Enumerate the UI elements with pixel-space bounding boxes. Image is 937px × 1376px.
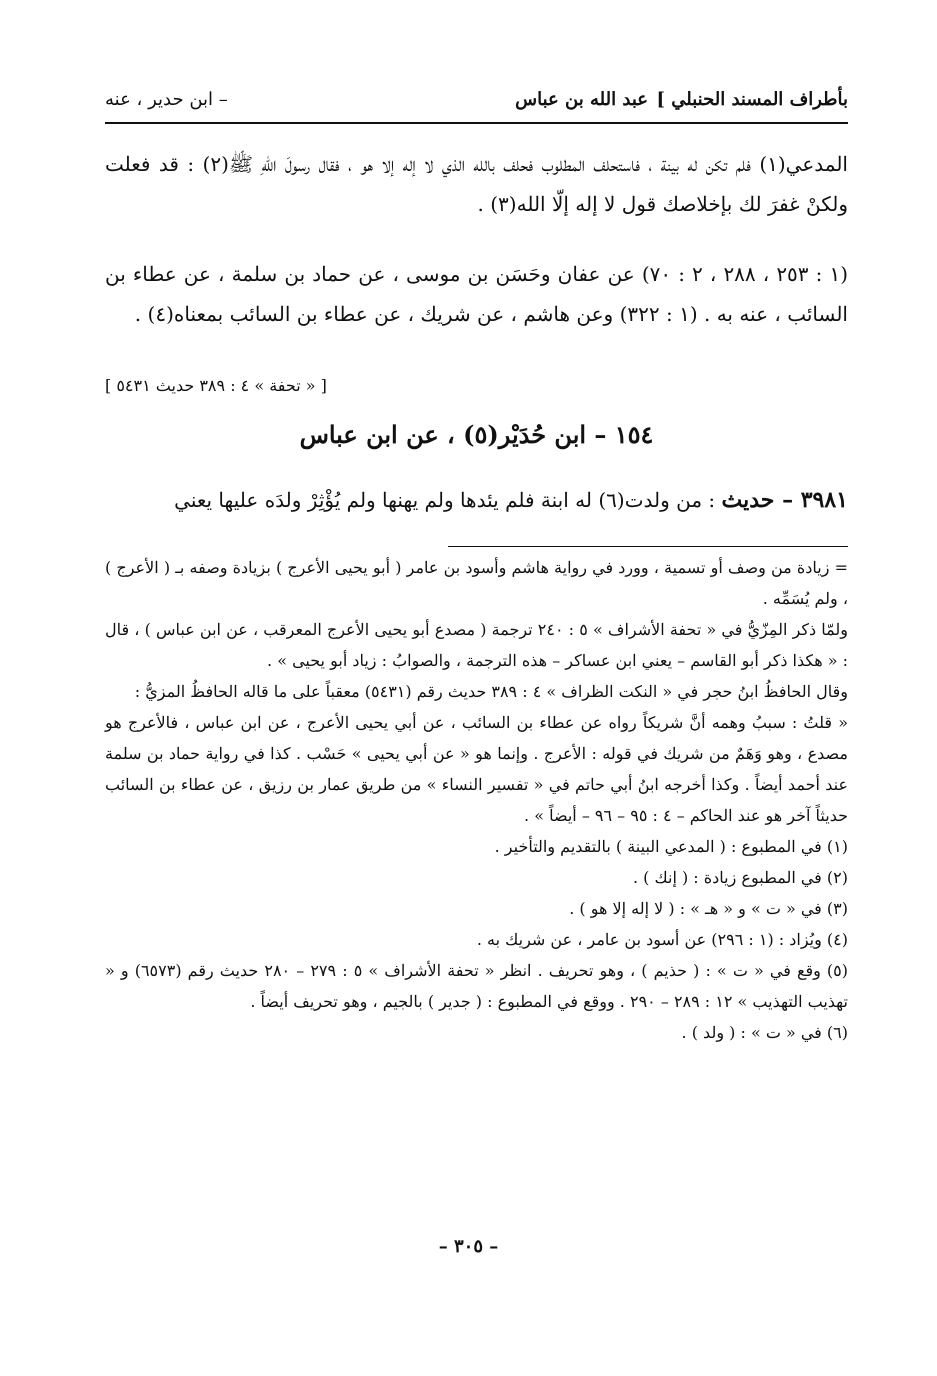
header-section-title: عبد الله بن عباس (515, 88, 648, 110)
tuhfa-reference: [ « تحفة » ٤ : ٣٨٩ حديث ٥٤٣١ ] (105, 376, 327, 395)
hadith-number: ٣٩٨١ – حديث (721, 487, 848, 513)
header-book-title: بأطراف المسند الحنبلي ] (656, 88, 848, 110)
note-continuation: = زيادة من وصف أو تسمية ، وورد في رواية هاشم وأسود بن عامر ( أبو يحيى الأعرج ) بزيادة وصفه بـ ( الأعرج ) ، ولم يُسَمِّه . (105, 558, 848, 608)
page-number: – ٣٠٥ – (438, 1236, 499, 1257)
hadith-entry (105, 480, 848, 520)
chapter-heading: ١٥٤ – ابن حُدَيْر(٥) ، عن ابن عباس (299, 420, 654, 449)
paragraph-1: المدعي(١) فلم تكن له بينة ، فاستحلف المطلوب فحلف بالله الذي لا إله إلا هو ، فقال رسولَ اللهِ ﷺ(٢) : قد فعلت ولكنْ غفرَ لك بإخلاصك قول لا إله إلّا الله(٣) . (105, 152, 848, 216)
footnote-1: (١) في المطبوع : ( المدعي البينة ) بالتقديم والتأخير . (494, 837, 848, 856)
header-subsection: – ابن حدير ، عنه (105, 88, 228, 110)
header-rule (105, 122, 848, 124)
notes-section (105, 552, 848, 1048)
footnote-2: (٢) في المطبوع زيادة : ( إنك ) . (633, 868, 848, 887)
footnote-3: (٣) في « ت » و « هـ » : ( لا إله إلا هو ) . (569, 899, 848, 918)
note-quote: « قلتُ : سببُ وهمه أنَّ شريكاً رواه عن عطاء بن السائب ، عن أبي يحيى الأعرج ، عن ابن عباس ، فالأعرج هو مصدع ، وهو وَهَمٌ من شريك في قوله : الأعرج . وإنما هو « عن أبي يحيى » حَسْب . كذا في رواية حماد بن سلمة عند أحمد أيضاً . وكذا أخرجه ابنُ أبي حاتم في « تفسير النساء » من طريق عمار بن رزيق ، عن عطاء بن السائب حديثاً آخر هو عند الحاكم – ٤ : ٩٥ – ٩٦ – أيضاً » . (105, 713, 848, 825)
note-mizzi: ولمّا ذكر المِزّيُّ في « تحفة الأشراف » ٥ : ٢٤٠ ترجمة ( مصدع أبو يحيى الأعرج المعرقب ، عن ابن عباس ) ، قال : « هكذا ذكر أبو القاسم – يعني ابن عساكر – هذه الترجمة ، والصوابُ : زياد أبو يحيى » . (105, 620, 849, 670)
footnote-5: (٥) وقع في « ت » : ( حذيم ) ، وهو تحريف . انظر « تحفة الأشراف » ٥ : ٢٧٩ – ٢٨٠ حديث رقم (٦٥٧٣) و « تهذيب التهذيب » ١٢ : ٢٨٩ – ٢٩٠ . ووقع في المطبوع : ( جدير ) بالجيم ، وهو تحريف أيضاً . (105, 961, 849, 1011)
paragraph-2: (١ : ٢٥٣ ، ٢٨٨ ، ٢ : ٧٠) عن عفان وحَسَن بن موسى ، عن حماد بن سلمة ، عن عطاء بن السائب ، عنه به . (١ : ٣٢٢) وعن هاشم ، عن شريك ، عن عطاء بن السائب بمعناه(٤) . (105, 262, 849, 326)
footnote-6: (٦) في « ت » : ( ولد ) . (681, 1023, 848, 1042)
running-header (105, 82, 848, 116)
footnote-rule (448, 546, 848, 547)
note-ibn-hajar: وقال الحافظُ ابنُ حجر في « النكت الظراف » ٤ : ٣٨٩ حديث رقم (٥٤٣١) معقباً على ما قاله الحافظُ المزيُّ : (134, 682, 848, 701)
footnote-4: (٤) ويُزاد : (١ : ٢٩٦) عن أسود بن عامر ، عن شريك به . (476, 930, 848, 949)
hadith-text: : من ولدت(٦) له ابنة فلم يئدها ولم يهنها ولم يُؤْثِرْ ولدَه عليها يعني (174, 488, 716, 512)
